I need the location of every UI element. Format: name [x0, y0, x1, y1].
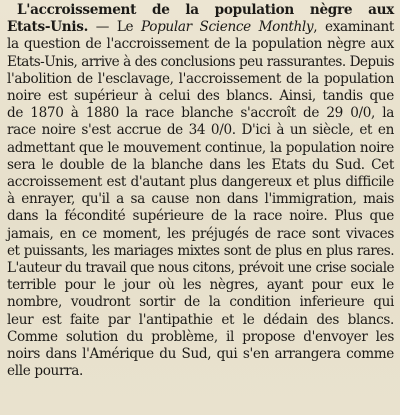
- dash: — Le: [88, 19, 141, 36]
- article-line: à enrayer, qu'il a sa cause non dans l'immigration, mais: [7, 191, 394, 208]
- article-line: admettant que le mouvement continue, la population noire: [7, 139, 394, 156]
- article-line: accroissement est d'autant plus dangereux et plus difficile: [7, 174, 394, 191]
- article-line: L'auteur du travail que nous citons, prévoit une crise sociale: [7, 260, 394, 277]
- article-line: Comme solution du problème, il propose d'envoyer les: [7, 328, 394, 345]
- article-line-last: elle pourra.: [7, 363, 83, 380]
- article-line: nombre, voudront sortir de la condition inferieure qui: [7, 294, 394, 311]
- article-line: leur est faite par l'antipathie et le dédain des blancs.: [7, 311, 394, 328]
- headline-continued: Etats-Unis.: [7, 19, 89, 36]
- article-line: dans la fécondité supérieure de la race noire. Plus que: [7, 208, 394, 225]
- article-line: race noire s'est accrue de 34 0/0. D'ici à un siècle, et en: [7, 122, 394, 139]
- article-line: noirs dans l'Amérique du Sud, qui s'en arrangera comme: [7, 346, 394, 363]
- article-line: Etats-Unis, arrive à des conclusions peu rassurantes. Depuis: [7, 53, 394, 70]
- article-line: et puissants, les mariages mixtes sont de plus en plus rares.: [7, 242, 394, 259]
- headline: L'accroissement de la population nègre aux: [17, 2, 394, 18]
- article-line: terrible pour le jour où les nègres, ayant pour eux le: [7, 277, 394, 294]
- source-title: Popular Science Monthly: [141, 19, 314, 36]
- article-line: sera le double de la blanche dans les Etats du Sud. Cet: [7, 156, 394, 173]
- article-line: jamais, en ce moment, les préjugés de race sont vivaces: [7, 225, 394, 242]
- headline-line-1: [7, 2, 394, 19]
- article-line: noire est supérieur à celui des blancs. Ainsi, tandis que: [7, 88, 394, 105]
- article-line: de 1870 à 1880 la race blanche s'accroît de 29 0/0, la: [7, 105, 394, 122]
- article-body: [7, 2, 394, 380]
- article-line-2: [7, 19, 394, 36]
- article-line: la question de l'accroissement de la population nègre aux: [7, 36, 394, 53]
- article-line: l'abolition de l'esclavage, l'accroissement de la population: [7, 70, 394, 87]
- line-2-tail: , examinant: [313, 19, 394, 36]
